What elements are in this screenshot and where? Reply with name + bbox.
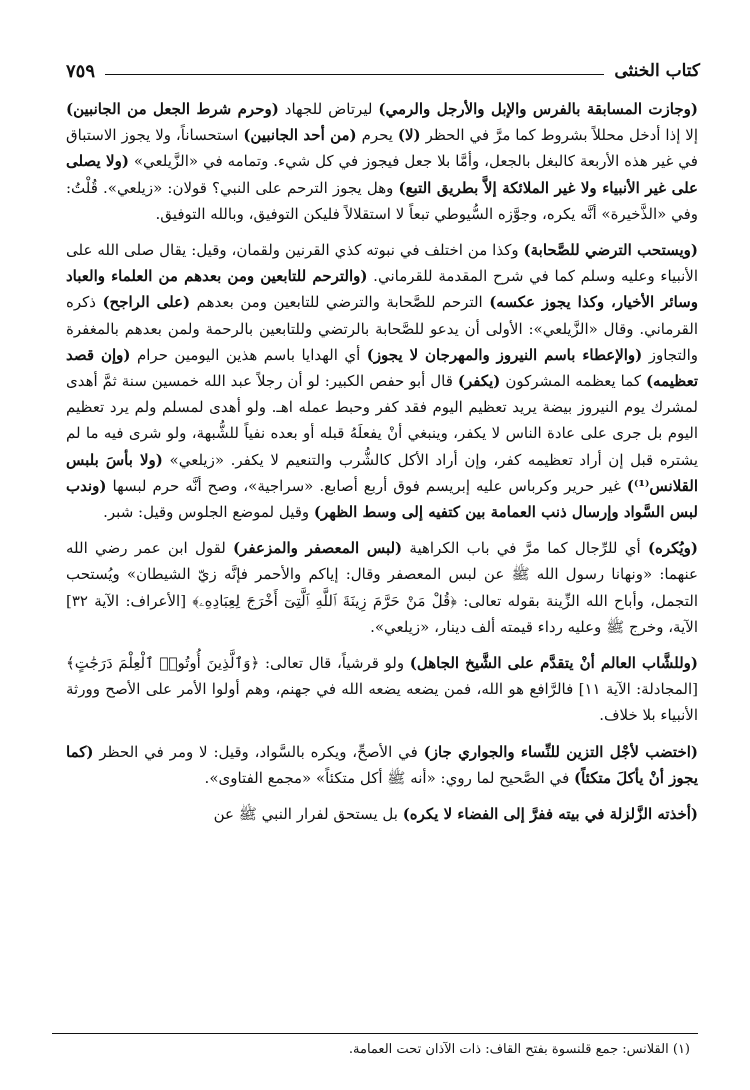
bold-text-segment: (والترحم للتابعين ومن بعدهم من العلماء والعباد وسائر الأخيار، وكذا يجوز عكسه)	[66, 267, 698, 312]
bold-text-segment: (يكفر)	[457, 372, 501, 391]
bold-text-segment: (وللشَّاب العالم أنْ يتقدَّم على الشَّيخ الجاهل)	[409, 654, 698, 673]
text-segment: إلا إذا أدخل محللاً بشروط كما مرَّ في الحظر	[420, 126, 698, 145]
bold-text-segment: (كما يجوز أنْ يأكلَ متكئاً)	[66, 742, 698, 787]
text-segment: أي للرِّجال كما مرَّ في باب الكراهية	[402, 539, 648, 558]
text-segment: استحساناً، ولا يجوز الاستباق في غير هذه الأربعة كالبغل بالجعل، وأمَّا بلا جعل فيجوز في كل شيء. وتمامه في «الزَّيلعي»	[66, 126, 698, 171]
bold-text-segment: (ولا يصلى على غير الأنبياء ولا غير الملائكة إلاَّ بطريق التبع)	[66, 152, 698, 197]
text-segment: في الأصحِّ، ويكره بالسَّواد، وقيل: لا ومر في الحظر	[93, 742, 424, 761]
text-segment: وكذا من اختلف في نبوته كذي القرنين ولقمان، وقيل: يقال صلى الله على الأنبياء وعليه وسلم كما في شرح المقدمة للقرماني.	[66, 241, 698, 286]
text-segment: كما يعظمه المشركون	[500, 372, 646, 391]
page-body	[66, 96, 698, 837]
text-segment: وقيل لموضع الجلوس وقيل: شبر.	[103, 503, 314, 522]
text-segment: أي الهدايا باسم هذين اليومين حرام	[130, 345, 367, 364]
footnote-marker: (١)	[672, 1042, 690, 1057]
bold-text-segment: (من أحد الجانبين)	[243, 126, 357, 145]
chapter-title: كتاب الخنثى	[614, 61, 700, 81]
bold-text-segment: (ويستحب الترضي للصَّحابة)	[523, 241, 698, 260]
paragraph	[66, 650, 698, 729]
page-header	[66, 58, 700, 84]
text-segment: بل يستحق لفرار النبي ﷺ عن	[213, 805, 403, 824]
bold-text-segment: (وحرم شرط الجعل من الجانبين)	[66, 100, 279, 118]
text-segment: ليرتاض للجهاد	[278, 100, 379, 118]
bold-text-segment: (ويُكره)	[647, 539, 698, 558]
text-segment: غير حرير وكرباس عليه إبريسم فوق أربع أصابع. «سراجية»، وصح أنَّه حرم لبسها	[106, 476, 627, 495]
footnote-text: القلانس: جمع قلنسوة بفتح القاف: ذات الآذان تحت العمامة.	[348, 1042, 669, 1057]
paragraph	[66, 96, 698, 227]
bold-text-segment: (والإعطاء باسم النيروز والمهرجان لا يجوز)	[366, 345, 643, 364]
header-rule	[105, 74, 604, 75]
paragraph	[66, 739, 698, 791]
paragraph	[66, 801, 698, 827]
text-segment: قال أبو حفص الكبير: لو أن رجلاً عبد الله خمسين سنة ثمَّ أهدى لمشرك يوم النيروز بيضة يريد تعظيم اليوم فقد كفر وحبط عمله اهـ. ولو أهدى لمسلم ولم يرد تعظيم اليوم بل جرى على عادة الناس لا يكفر، وينبغي أنْ يفعلَهُ قبله أو بعده نفياً للشُّبهة، ولو شرى فيه ما لم يشتره قبل إن أراد تعظيمه كفر، وإن أراد الأكل كالشُّرب والتنعيم لا يكفر. «زيلعي»	[66, 372, 698, 469]
bold-text-segment: (وإن قصد تعظيمه)	[66, 345, 698, 391]
text-segment: ولو قرشياً، قال تعالى: ﴿وَٱلَّذِينَ أُوتُوا۟ ٱلْعِلْمَ دَرَجَٰتٍ﴾ [المجادلة: الآية ١١] فالرَّافع هو الله، فمن يضعه يضعه الله في جهنم، وهم أولوا الأمر على الأصح وورثة الأنبياء بلا خلاف.	[66, 654, 698, 725]
bold-text-segment: (لا)	[397, 126, 421, 145]
paragraph	[66, 535, 698, 640]
page-number: ٧٥٩	[66, 60, 96, 82]
paragraph	[66, 237, 698, 525]
bold-text-segment: (اختضب لأجْل التزين للنِّساء والجواري جاز)	[423, 742, 698, 761]
bold-text-segment: (وجازت المسابقة بالفرس والإبل والأرجل والرمي)	[378, 100, 698, 118]
text-segment: يحرم	[356, 126, 398, 145]
text-segment: ذكره القرماني. وقال «الزَّيلعي»: الأولى أن يدعو للصَّحابة بالرتضي وللتابعين بالرحمة ولمن بعدهم بالمغفرة والتجاوز	[66, 293, 698, 364]
footnote	[60, 1040, 690, 1060]
text-segment: في الصَّحيح لما روي: «أنه ﷺ أكل متكئاً» «مجمع الفتاوى».	[204, 768, 575, 787]
bold-text-segment: (لبس المعصفر والمزعفر)	[233, 539, 403, 558]
text-segment: لقول ابن عمر رضي الله عنهما: «ونهانا رسول الله ﷺ عن لبس المعصفر وقال: إياكم والأحمر فإنَّه زيّ الشيطان» ويُستحب التجمل، وأباح الله الزِّينة بقوله تعالى: ﴿قُلْ مَنْ حَرَّمَ زِينَةَ ٱللَّهِ ٱلَّتِىٓ أَخْرَجَ لِعِبَادِهِۦ﴾ [الأعراف: الآية ٣٢] الآية، وخرج ﷺ وعليه رداء قيمته ألف دينار، «زيلعي».	[66, 539, 698, 636]
text-segment: الترحم للصَّحابة والترضي للتابعين ومن بعدهم	[190, 293, 490, 312]
footnote-divider	[52, 1033, 698, 1034]
bold-text-segment: (وندب لبس السَّواد وإرسال ذنب العمامة بين كتفيه إلى وسط الظهر)	[66, 476, 698, 522]
bold-text-segment: (ولا بأسَ بلبس القلانس⁽¹⁾)	[66, 450, 698, 495]
bold-text-segment: (أخذته الزَّلزلة في بيته ففرَّ إلى الفضاء لا يكره)	[402, 805, 698, 824]
text-segment: وهل يجوز الترحم على النبي؟ قولان: «زيلعي». قُلْتُ: وفي «الذَّخيرة» أنَّه يكره، وجوَّزه السُّيوطي تبعاً لا استقلالاً فليكن التوفيق، وبالله التوفيق.	[66, 178, 698, 223]
bold-text-segment: (على الراجح)	[102, 293, 191, 312]
